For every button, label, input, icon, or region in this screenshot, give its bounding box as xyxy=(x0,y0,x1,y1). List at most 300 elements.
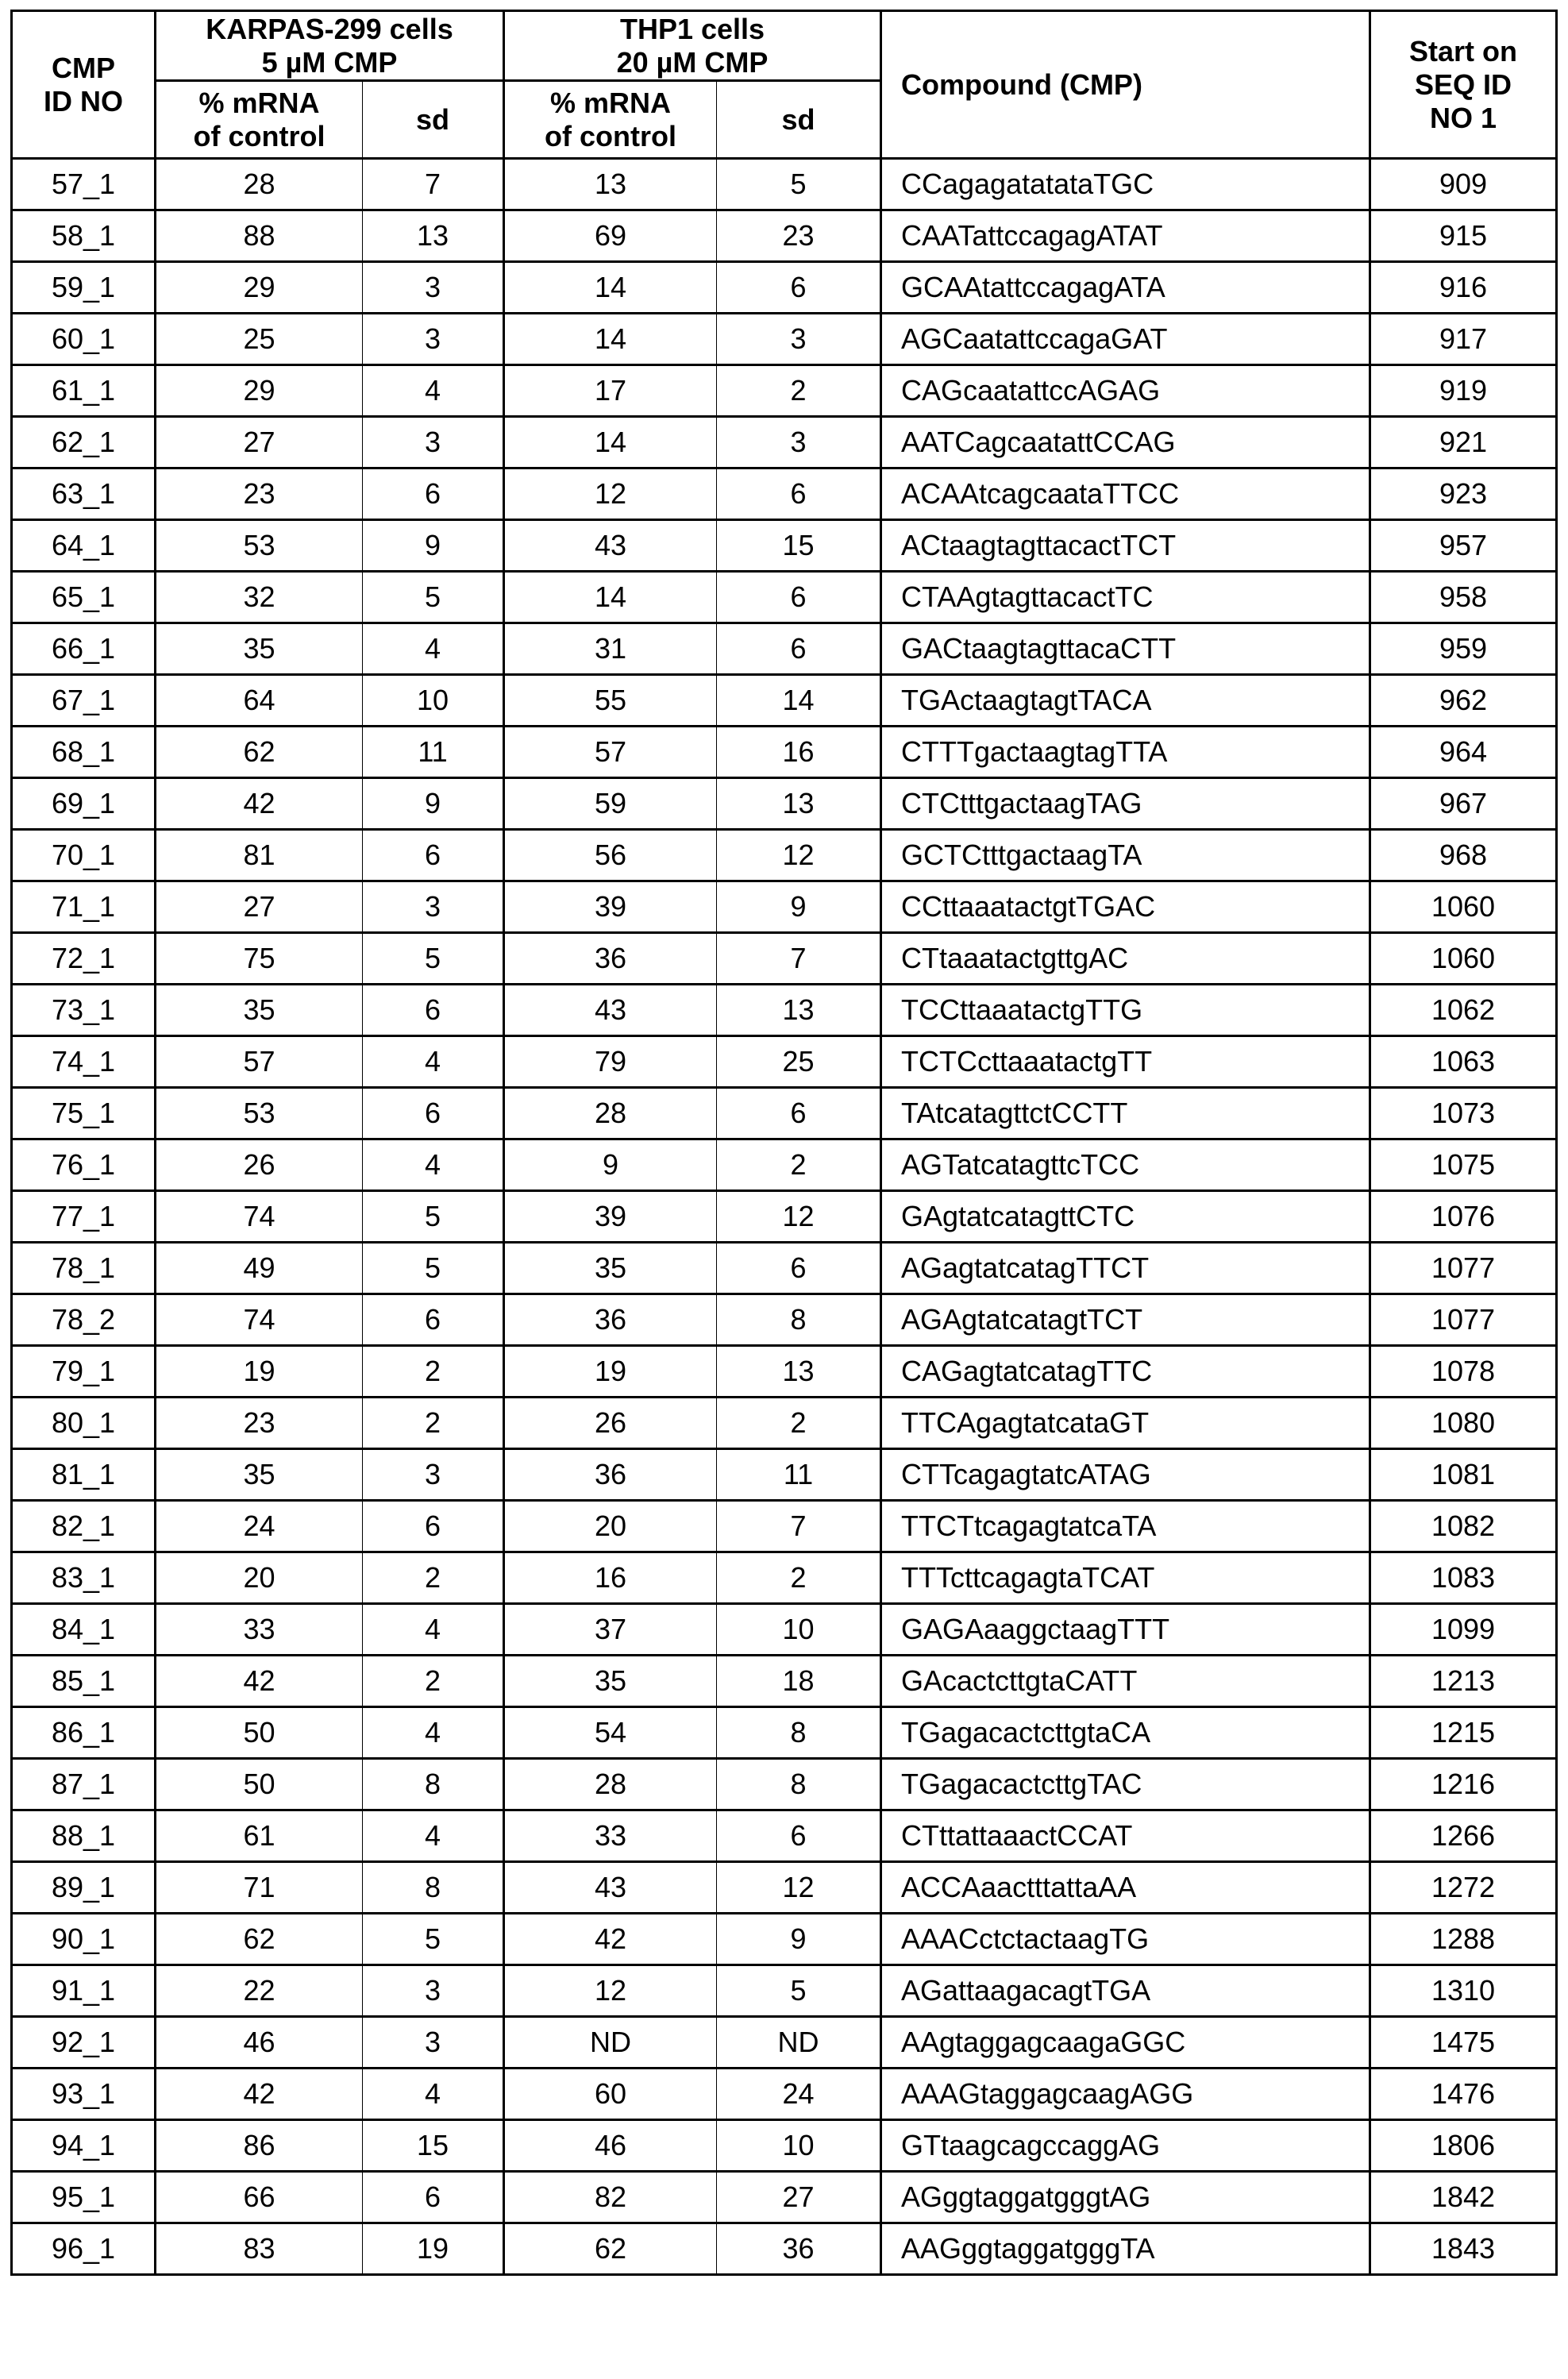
cell-start-seq: 957 xyxy=(1370,520,1557,572)
cell-cmp-id: 83_1 xyxy=(12,1552,156,1604)
cell-start-seq: 1075 xyxy=(1370,1139,1557,1191)
cell-thp1-mrna: 14 xyxy=(504,572,717,623)
cell-thp1-mrna: 39 xyxy=(504,881,717,933)
cell-thp1-mrna: 82 xyxy=(504,2172,717,2223)
cell-start-seq: 1806 xyxy=(1370,2120,1557,2172)
cell-karpas-sd: 6 xyxy=(363,985,504,1036)
table-row xyxy=(12,1243,1557,1294)
table-row xyxy=(12,2069,1557,2120)
cell-thp1-sd: 12 xyxy=(717,830,881,881)
cell-compound: CTTcagagtatcATAG xyxy=(881,1449,1370,1501)
cell-thp1-mrna: ND xyxy=(504,2017,717,2069)
cell-thp1-sd: 6 xyxy=(717,468,881,520)
data-table xyxy=(10,10,1558,2276)
cell-compound: CTAAgtagttacactTC xyxy=(881,572,1370,623)
cell-karpas-sd: 13 xyxy=(363,210,504,262)
cell-karpas-mrna: 49 xyxy=(156,1243,363,1294)
cell-thp1-mrna: 17 xyxy=(504,365,717,417)
cell-karpas-sd: 4 xyxy=(363,365,504,417)
table-row xyxy=(12,1191,1557,1243)
cell-cmp-id: 74_1 xyxy=(12,1036,156,1088)
cell-thp1-sd: 18 xyxy=(717,1656,881,1707)
cell-compound: TGagacactcttgtaCA xyxy=(881,1707,1370,1759)
cell-compound: GCAAtattccagagATA xyxy=(881,262,1370,314)
cell-compound: TGActaagtagtTACA xyxy=(881,675,1370,727)
cell-karpas-sd: 5 xyxy=(363,1243,504,1294)
cell-start-seq: 1476 xyxy=(1370,2069,1557,2120)
cell-compound: GTtaagcagccaggAG xyxy=(881,2120,1370,2172)
table-row xyxy=(12,881,1557,933)
cell-thp1-mrna: 9 xyxy=(504,1139,717,1191)
header-karpas-line1: KARPAS-299 cells xyxy=(206,12,453,45)
table-row xyxy=(12,520,1557,572)
cell-karpas-mrna: 81 xyxy=(156,830,363,881)
cell-thp1-sd: 14 xyxy=(717,675,881,727)
cell-karpas-sd: 11 xyxy=(363,727,504,778)
cell-compound: TCCttaaatactgTTG xyxy=(881,985,1370,1036)
cell-thp1-sd: 9 xyxy=(717,881,881,933)
cell-karpas-sd: 4 xyxy=(363,1036,504,1088)
cell-karpas-sd: 4 xyxy=(363,2069,504,2120)
cell-karpas-sd: 6 xyxy=(363,1294,504,1346)
cell-cmp-id: 85_1 xyxy=(12,1656,156,1707)
cell-start-seq: 1077 xyxy=(1370,1294,1557,1346)
header-karpas-mrna xyxy=(156,81,363,159)
cell-compound: AAgtaggagcaagaGGC xyxy=(881,2017,1370,2069)
cell-karpas-sd: 6 xyxy=(363,2172,504,2223)
cell-thp1-sd: 6 xyxy=(717,1088,881,1139)
cell-cmp-id: 77_1 xyxy=(12,1191,156,1243)
cell-cmp-id: 89_1 xyxy=(12,1862,156,1914)
cell-karpas-mrna: 62 xyxy=(156,1914,363,1965)
cell-karpas-sd: 4 xyxy=(363,1604,504,1656)
table-row xyxy=(12,159,1557,210)
cell-karpas-sd: 4 xyxy=(363,623,504,675)
cell-compound: GAGAaaggctaagTTT xyxy=(881,1604,1370,1656)
table-row xyxy=(12,830,1557,881)
cell-thp1-sd: 6 xyxy=(717,572,881,623)
cell-start-seq: 916 xyxy=(1370,262,1557,314)
cell-start-seq: 915 xyxy=(1370,210,1557,262)
cell-karpas-sd: 8 xyxy=(363,1759,504,1810)
cell-cmp-id: 79_1 xyxy=(12,1346,156,1398)
header-mrna-line1: % mRNA xyxy=(549,86,671,119)
cell-compound: CTttattaaactCCAT xyxy=(881,1810,1370,1862)
header-compound: Compound (CMP) xyxy=(881,11,1370,159)
cell-karpas-mrna: 29 xyxy=(156,365,363,417)
cell-thp1-sd: 12 xyxy=(717,1862,881,1914)
header-start-line3: NO 1 xyxy=(1429,101,1497,134)
header-karpas-line2: 5 µM CMP xyxy=(261,45,398,79)
cell-cmp-id: 73_1 xyxy=(12,985,156,1036)
cell-karpas-sd: 19 xyxy=(363,2223,504,2275)
cell-thp1-mrna: 16 xyxy=(504,1552,717,1604)
cell-thp1-mrna: 46 xyxy=(504,2120,717,2172)
header-thp1-line2: 20 µM CMP xyxy=(616,45,769,79)
cell-cmp-id: 92_1 xyxy=(12,2017,156,2069)
cell-cmp-id: 81_1 xyxy=(12,1449,156,1501)
cell-karpas-sd: 8 xyxy=(363,1862,504,1914)
cell-thp1-sd: 11 xyxy=(717,1449,881,1501)
cell-karpas-mrna: 53 xyxy=(156,1088,363,1139)
header-mrna-line1: % mRNA xyxy=(198,86,320,119)
cell-cmp-id: 57_1 xyxy=(12,159,156,210)
cell-karpas-sd: 3 xyxy=(363,2017,504,2069)
table-row xyxy=(12,1810,1557,1862)
cell-karpas-sd: 10 xyxy=(363,675,504,727)
cell-start-seq: 921 xyxy=(1370,417,1557,468)
cell-thp1-mrna: 79 xyxy=(504,1036,717,1088)
cell-start-seq: 1081 xyxy=(1370,1449,1557,1501)
cell-start-seq: 1063 xyxy=(1370,1036,1557,1088)
cell-karpas-mrna: 83 xyxy=(156,2223,363,2275)
table-row xyxy=(12,417,1557,468)
cell-compound: AATCagcaatattCCAG xyxy=(881,417,1370,468)
header-karpas-group xyxy=(156,11,504,81)
cell-karpas-mrna: 27 xyxy=(156,881,363,933)
cell-thp1-sd: 6 xyxy=(717,1810,881,1862)
cell-compound: GAcactcttgtaCATT xyxy=(881,1656,1370,1707)
cell-compound: TGagacactcttgTAC xyxy=(881,1759,1370,1810)
cell-cmp-id: 94_1 xyxy=(12,2120,156,2172)
cell-cmp-id: 69_1 xyxy=(12,778,156,830)
header-cmp-id xyxy=(12,11,156,159)
cell-thp1-mrna: 62 xyxy=(504,2223,717,2275)
cell-compound: CCagagatatataTGC xyxy=(881,159,1370,210)
table-row xyxy=(12,365,1557,417)
header-start-line1: Start on xyxy=(1408,34,1517,67)
cell-cmp-id: 82_1 xyxy=(12,1501,156,1552)
cell-cmp-id: 66_1 xyxy=(12,623,156,675)
cell-compound: AGagtatcatagTTCT xyxy=(881,1243,1370,1294)
cell-compound: ACCAaactttattaAA xyxy=(881,1862,1370,1914)
cell-start-seq: 1099 xyxy=(1370,1604,1557,1656)
cell-thp1-sd: 5 xyxy=(717,1965,881,2017)
cell-thp1-mrna: 13 xyxy=(504,159,717,210)
cell-karpas-mrna: 23 xyxy=(156,1398,363,1449)
cell-cmp-id: 70_1 xyxy=(12,830,156,881)
cell-compound: TTTcttcagagtaTCAT xyxy=(881,1552,1370,1604)
cell-start-seq: 958 xyxy=(1370,572,1557,623)
header-start-line2: SEQ ID xyxy=(1414,67,1512,101)
cell-cmp-id: 58_1 xyxy=(12,210,156,262)
cell-start-seq: 1842 xyxy=(1370,2172,1557,2223)
cell-karpas-mrna: 71 xyxy=(156,1862,363,1914)
cell-compound: CAATattccagagATAT xyxy=(881,210,1370,262)
table-row xyxy=(12,1656,1557,1707)
cell-thp1-sd: 15 xyxy=(717,520,881,572)
cell-karpas-sd: 9 xyxy=(363,520,504,572)
cell-thp1-sd: 6 xyxy=(717,262,881,314)
cell-cmp-id: 67_1 xyxy=(12,675,156,727)
cell-compound: AGCaatattccagaGAT xyxy=(881,314,1370,365)
cell-thp1-mrna: 31 xyxy=(504,623,717,675)
cell-thp1-mrna: 42 xyxy=(504,1914,717,1965)
cell-compound: TAtcatagttctCCTT xyxy=(881,1088,1370,1139)
cell-karpas-sd: 2 xyxy=(363,1398,504,1449)
cell-thp1-mrna: 39 xyxy=(504,1191,717,1243)
cell-start-seq: 919 xyxy=(1370,365,1557,417)
cell-karpas-sd: 3 xyxy=(363,881,504,933)
cell-start-seq: 1076 xyxy=(1370,1191,1557,1243)
cell-start-seq: 962 xyxy=(1370,675,1557,727)
cell-thp1-mrna: 69 xyxy=(504,210,717,262)
table-row xyxy=(12,1707,1557,1759)
cell-cmp-id: 59_1 xyxy=(12,262,156,314)
cell-thp1-sd: 25 xyxy=(717,1036,881,1088)
cell-karpas-mrna: 86 xyxy=(156,2120,363,2172)
table-row xyxy=(12,572,1557,623)
cell-cmp-id: 86_1 xyxy=(12,1707,156,1759)
cell-cmp-id: 93_1 xyxy=(12,2069,156,2120)
cell-karpas-mrna: 50 xyxy=(156,1707,363,1759)
cell-karpas-mrna: 25 xyxy=(156,314,363,365)
cell-compound: AAACctctactaagTG xyxy=(881,1914,1370,1965)
cell-karpas-sd: 5 xyxy=(363,1914,504,1965)
cell-start-seq: 923 xyxy=(1370,468,1557,520)
cell-thp1-sd: 23 xyxy=(717,210,881,262)
cell-karpas-mrna: 75 xyxy=(156,933,363,985)
cell-karpas-mrna: 66 xyxy=(156,2172,363,2223)
cell-start-seq: 1082 xyxy=(1370,1501,1557,1552)
cell-karpas-sd: 2 xyxy=(363,1552,504,1604)
cell-karpas-sd: 4 xyxy=(363,1707,504,1759)
table-row xyxy=(12,727,1557,778)
cell-thp1-mrna: 26 xyxy=(504,1398,717,1449)
cell-karpas-mrna: 20 xyxy=(156,1552,363,1604)
table-body xyxy=(12,159,1557,2275)
cell-thp1-sd: 10 xyxy=(717,2120,881,2172)
table-row xyxy=(12,1398,1557,1449)
cell-thp1-mrna: 36 xyxy=(504,1449,717,1501)
cell-cmp-id: 90_1 xyxy=(12,1914,156,1965)
cell-start-seq: 1077 xyxy=(1370,1243,1557,1294)
cell-thp1-sd: 8 xyxy=(717,1294,881,1346)
table-row xyxy=(12,1604,1557,1656)
table-row xyxy=(12,2017,1557,2069)
cell-karpas-sd: 3 xyxy=(363,417,504,468)
cell-cmp-id: 76_1 xyxy=(12,1139,156,1191)
header-karpas-sd: sd xyxy=(363,81,504,159)
cell-thp1-sd: 16 xyxy=(717,727,881,778)
cell-compound: CTtaaatactgttgAC xyxy=(881,933,1370,985)
table-row xyxy=(12,210,1557,262)
cell-karpas-mrna: 42 xyxy=(156,778,363,830)
table-row xyxy=(12,262,1557,314)
cell-compound: TTCAgagtatcataGT xyxy=(881,1398,1370,1449)
header-thp1-sd: sd xyxy=(717,81,881,159)
cell-thp1-sd: 2 xyxy=(717,365,881,417)
cell-karpas-sd: 7 xyxy=(363,159,504,210)
cell-cmp-id: 88_1 xyxy=(12,1810,156,1862)
header-thp1-group xyxy=(504,11,881,81)
cell-thp1-sd: 12 xyxy=(717,1191,881,1243)
cell-thp1-mrna: 59 xyxy=(504,778,717,830)
cell-thp1-sd: 6 xyxy=(717,623,881,675)
header-start-seq xyxy=(1370,11,1557,159)
header-mrna-line2: of control xyxy=(545,119,676,152)
cell-karpas-sd: 5 xyxy=(363,572,504,623)
cell-start-seq: 1060 xyxy=(1370,881,1557,933)
cell-compound: AGggtaggatgggtAG xyxy=(881,2172,1370,2223)
cell-karpas-sd: 4 xyxy=(363,1810,504,1862)
cell-cmp-id: 95_1 xyxy=(12,2172,156,2223)
cell-thp1-mrna: 36 xyxy=(504,933,717,985)
cell-thp1-mrna: 19 xyxy=(504,1346,717,1398)
cell-cmp-id: 80_1 xyxy=(12,1398,156,1449)
table-row xyxy=(12,1036,1557,1088)
cell-start-seq: 1078 xyxy=(1370,1346,1557,1398)
table-row xyxy=(12,1552,1557,1604)
table-row xyxy=(12,778,1557,830)
cell-thp1-sd: 7 xyxy=(717,933,881,985)
cell-thp1-sd: 13 xyxy=(717,1346,881,1398)
cell-thp1-sd: 2 xyxy=(717,1552,881,1604)
cell-karpas-mrna: 57 xyxy=(156,1036,363,1088)
cell-thp1-sd: 6 xyxy=(717,1243,881,1294)
cell-start-seq: 1062 xyxy=(1370,985,1557,1036)
cell-karpas-sd: 2 xyxy=(363,1346,504,1398)
cell-start-seq: 1216 xyxy=(1370,1759,1557,1810)
cell-karpas-sd: 6 xyxy=(363,830,504,881)
cell-karpas-mrna: 64 xyxy=(156,675,363,727)
cell-start-seq: 1843 xyxy=(1370,2223,1557,2275)
table-row xyxy=(12,314,1557,365)
cell-karpas-mrna: 35 xyxy=(156,985,363,1036)
cell-karpas-mrna: 27 xyxy=(156,417,363,468)
cell-karpas-sd: 6 xyxy=(363,1501,504,1552)
cell-start-seq: 967 xyxy=(1370,778,1557,830)
table-header xyxy=(12,11,1557,159)
table-row xyxy=(12,675,1557,727)
cell-karpas-sd: 4 xyxy=(363,1139,504,1191)
header-cmp-id-line1: CMP xyxy=(52,51,115,84)
cell-compound: AAAGtaggagcaagAGG xyxy=(881,2069,1370,2120)
cell-start-seq: 964 xyxy=(1370,727,1557,778)
cell-karpas-mrna: 19 xyxy=(156,1346,363,1398)
cell-thp1-sd: 27 xyxy=(717,2172,881,2223)
header-mrna-line2: of control xyxy=(193,119,326,152)
cell-thp1-sd: 3 xyxy=(717,417,881,468)
cell-karpas-mrna: 42 xyxy=(156,2069,363,2120)
cell-cmp-id: 84_1 xyxy=(12,1604,156,1656)
cell-thp1-mrna: 28 xyxy=(504,1088,717,1139)
cell-thp1-sd: 9 xyxy=(717,1914,881,1965)
cell-start-seq: 968 xyxy=(1370,830,1557,881)
cell-cmp-id: 62_1 xyxy=(12,417,156,468)
cell-thp1-mrna: 43 xyxy=(504,1862,717,1914)
cell-thp1-mrna: 33 xyxy=(504,1810,717,1862)
cell-thp1-mrna: 57 xyxy=(504,727,717,778)
cell-compound: ACAAtcagcaataTTCC xyxy=(881,468,1370,520)
cell-thp1-sd: 13 xyxy=(717,985,881,1036)
cell-cmp-id: 65_1 xyxy=(12,572,156,623)
cell-karpas-sd: 2 xyxy=(363,1656,504,1707)
table-row xyxy=(12,2223,1557,2275)
cell-cmp-id: 72_1 xyxy=(12,933,156,985)
cell-compound: GACtaagtagttacaCTT xyxy=(881,623,1370,675)
cell-karpas-mrna: 88 xyxy=(156,210,363,262)
cell-compound: GAgtatcatagttCTC xyxy=(881,1191,1370,1243)
cell-thp1-mrna: 43 xyxy=(504,985,717,1036)
header-group-row xyxy=(12,11,1557,81)
cell-thp1-mrna: 14 xyxy=(504,417,717,468)
cell-karpas-mrna: 53 xyxy=(156,520,363,572)
cell-thp1-sd: 8 xyxy=(717,1759,881,1810)
cell-thp1-sd: 2 xyxy=(717,1139,881,1191)
cell-compound: CCttaaatactgtTGAC xyxy=(881,881,1370,933)
table-row xyxy=(12,1914,1557,1965)
table-row xyxy=(12,1294,1557,1346)
cell-thp1-mrna: 35 xyxy=(504,1656,717,1707)
cell-compound: AGattaagacagtTGA xyxy=(881,1965,1370,2017)
cell-cmp-id: 96_1 xyxy=(12,2223,156,2275)
cell-cmp-id: 68_1 xyxy=(12,727,156,778)
cell-thp1-mrna: 12 xyxy=(504,468,717,520)
cell-compound: AGTatcatagttcTCC xyxy=(881,1139,1370,1191)
table-row xyxy=(12,2172,1557,2223)
cell-start-seq: 1080 xyxy=(1370,1398,1557,1449)
cell-karpas-sd: 5 xyxy=(363,933,504,985)
cell-start-seq: 959 xyxy=(1370,623,1557,675)
cell-karpas-mrna: 50 xyxy=(156,1759,363,1810)
cell-karpas-mrna: 29 xyxy=(156,262,363,314)
cell-thp1-mrna: 14 xyxy=(504,314,717,365)
cell-start-seq: 1060 xyxy=(1370,933,1557,985)
cell-compound: CAGcaatattccAGAG xyxy=(881,365,1370,417)
table-row xyxy=(12,1862,1557,1914)
header-thp1-line1: THP1 cells xyxy=(619,12,765,45)
cell-cmp-id: 60_1 xyxy=(12,314,156,365)
cell-karpas-sd: 6 xyxy=(363,468,504,520)
cell-karpas-mrna: 74 xyxy=(156,1191,363,1243)
cell-cmp-id: 78_2 xyxy=(12,1294,156,1346)
table-row xyxy=(12,1449,1557,1501)
cell-cmp-id: 71_1 xyxy=(12,881,156,933)
cell-thp1-mrna: 54 xyxy=(504,1707,717,1759)
cell-karpas-sd: 6 xyxy=(363,1088,504,1139)
table-row xyxy=(12,933,1557,985)
cell-compound: TTCTtcagagtatcaTA xyxy=(881,1501,1370,1552)
table-row xyxy=(12,1346,1557,1398)
cell-thp1-sd: 5 xyxy=(717,159,881,210)
table-row xyxy=(12,1088,1557,1139)
cell-compound: TCTCcttaaatactgTT xyxy=(881,1036,1370,1088)
cell-thp1-mrna: 60 xyxy=(504,2069,717,2120)
cell-thp1-sd: 8 xyxy=(717,1707,881,1759)
cell-karpas-mrna: 26 xyxy=(156,1139,363,1191)
cell-compound: AGAgtatcatagtTCT xyxy=(881,1294,1370,1346)
cell-start-seq: 1215 xyxy=(1370,1707,1557,1759)
cell-start-seq: 917 xyxy=(1370,314,1557,365)
cell-start-seq: 1310 xyxy=(1370,1965,1557,2017)
cell-thp1-sd: 10 xyxy=(717,1604,881,1656)
cell-compound: GCTCtttgactaagTA xyxy=(881,830,1370,881)
cell-karpas-mrna: 42 xyxy=(156,1656,363,1707)
cell-karpas-mrna: 35 xyxy=(156,623,363,675)
cell-cmp-id: 78_1 xyxy=(12,1243,156,1294)
cell-thp1-sd: 13 xyxy=(717,778,881,830)
table-row xyxy=(12,2120,1557,2172)
cell-start-seq: 909 xyxy=(1370,159,1557,210)
header-cmp-id-line2: ID NO xyxy=(43,84,123,118)
table-row xyxy=(12,623,1557,675)
cell-start-seq: 1288 xyxy=(1370,1914,1557,1965)
cell-karpas-mrna: 74 xyxy=(156,1294,363,1346)
table-row xyxy=(12,1139,1557,1191)
cell-thp1-sd: 2 xyxy=(717,1398,881,1449)
cell-thp1-mrna: 20 xyxy=(504,1501,717,1552)
